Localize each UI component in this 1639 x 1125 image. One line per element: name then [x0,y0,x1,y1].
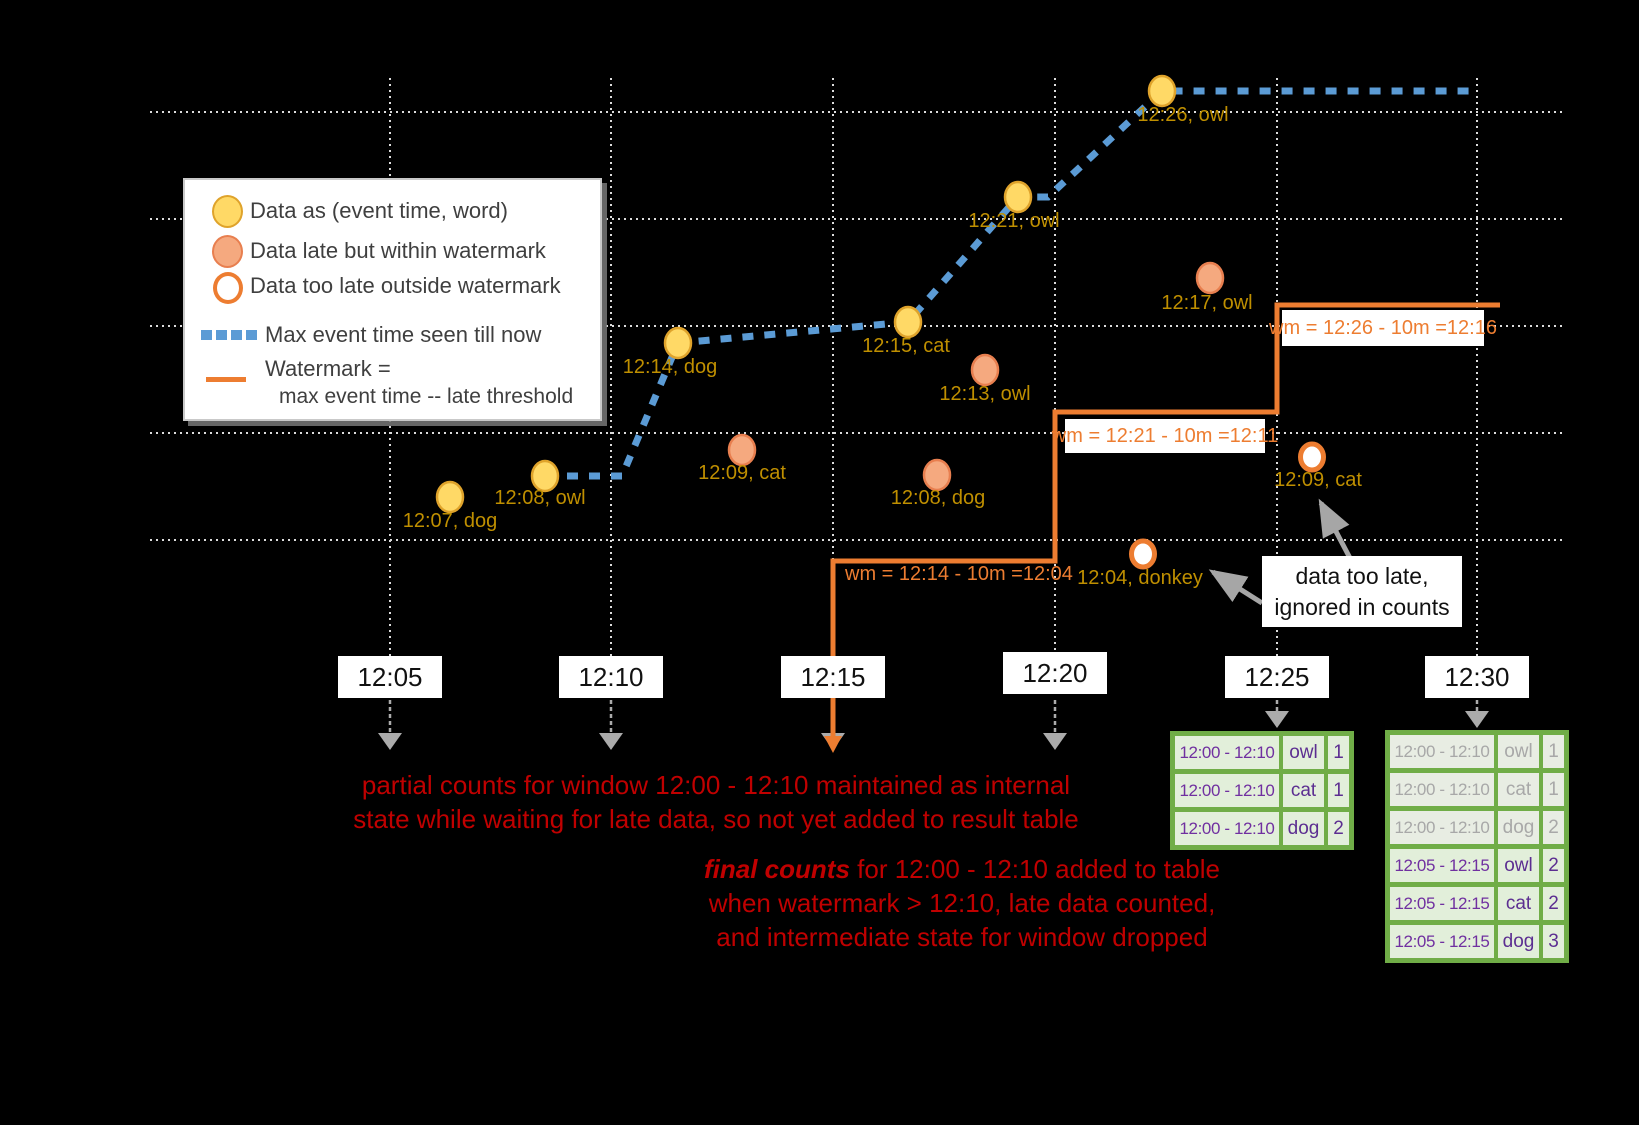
point-label: 12:15, cat [862,335,950,357]
window-cell: 12:05 - 12:15 [1390,925,1494,958]
table-row [1390,735,1564,768]
count-cell: 2 [1543,811,1564,844]
count-cell: 1 [1543,735,1564,768]
watermark-label-3: wm = 12:26 - 10m =12:16 [1282,310,1484,346]
point-label: 12:14, dog [622,356,718,378]
table-row [1175,812,1349,845]
legend-label-max-event: Max event time seen till now [265,322,542,347]
late-points [729,263,1223,490]
count-cell: 2 [1543,849,1564,882]
final-counts-emphasis: final counts [704,854,850,884]
legend-label-on-time: Data as (event time, word) [250,198,508,223]
watermark-line-icon [206,377,246,382]
point-12-13-owl-late [972,355,998,385]
too-late-callout-line-2: ignored in counts [1274,594,1450,620]
count-cell: 2 [1543,887,1564,920]
tick-12-10: 12:10 [559,656,663,698]
point-12-15-cat [895,307,921,337]
watermark-arrowhead-icon [824,736,842,753]
count-cell: 1 [1543,773,1564,806]
word-cell: cat [1498,887,1539,920]
watermark-label-1: wm = 12:14 - 10m =12:04 [845,563,1073,585]
count-cell: 2 [1328,812,1349,845]
point-label: 12:13, owl [939,383,1031,405]
too-late-point-icon [213,272,243,304]
on-time-point-icon [212,195,243,228]
count-cell: 1 [1328,736,1349,769]
point-12-09-cat-late [729,435,755,465]
point-12-08-dog-late [924,460,950,490]
max-event-line-icon [201,330,212,340]
partial-result-table [1170,731,1354,850]
final-counts-line-1-rest: for 12:00 - 12:10 added to table [849,854,1220,884]
window-cell: 12:00 - 12:10 [1390,773,1494,806]
point-label: 12:04, donkey [1077,567,1203,589]
max-event-line-icon [231,330,242,340]
final-counts-line-1 [704,852,1220,886]
window-cell: 12:00 - 12:10 [1390,811,1494,844]
max-event-line-icon [246,330,257,340]
point-12-17-owl-late [1197,263,1223,293]
word-cell: cat [1283,774,1324,807]
table-row [1175,774,1349,807]
max-event-line-icon [216,330,227,340]
count-cell: 1 [1328,774,1349,807]
table-row [1175,736,1349,769]
tick-12-05: 12:05 [338,656,442,698]
final-counts-note [704,852,1220,954]
point-label: 12:08, owl [494,487,586,509]
table-row [1390,849,1564,882]
point-label: 12:08, dog [890,487,986,509]
watermark-label-2: wm = 12:21 - 10m =12:11 [1065,419,1265,453]
legend-label-watermark: Watermark = [265,356,391,381]
count-cell: 3 [1543,925,1564,958]
point-12-07-dog [437,482,463,512]
point-12-09-cat-toolate [1301,444,1324,470]
partial-counts-line-2: state while waiting for late data, so not yet added to result table [353,804,1079,834]
word-cell: owl [1498,735,1539,768]
word-cell: dog [1498,811,1539,844]
tick-12-30: 12:30 [1425,656,1529,698]
table-row [1390,773,1564,806]
window-cell: 12:00 - 12:10 [1175,736,1279,769]
too-late-callout [1262,556,1462,627]
point-label: 12:17, owl [1161,292,1253,314]
final-result-table [1385,730,1569,963]
word-cell: owl [1283,736,1324,769]
too-late-points [1132,444,1324,567]
tick-12-25: 12:25 [1225,656,1329,698]
point-12-14-dog [665,328,691,358]
tick-12-15: 12:15 [781,656,885,698]
word-cell: dog [1498,925,1539,958]
word-cell: dog [1283,812,1324,845]
point-label: 12:09, cat [698,462,786,484]
window-cell: 12:00 - 12:10 [1175,774,1279,807]
too-late-callout-line-1: data too late, [1295,563,1429,589]
point-12-21-owl [1005,182,1031,212]
table-row [1390,925,1564,958]
point-label: 12:26, owl [1137,104,1229,126]
table-row [1390,887,1564,920]
watermark-line [824,305,1500,753]
final-counts-line-2: when watermark > 12:10, late data counted, [708,888,1216,918]
final-counts-line-3: and intermediate state for window dropped [716,922,1208,952]
window-cell: 12:05 - 12:15 [1390,887,1494,920]
word-cell: cat [1498,773,1539,806]
tick-12-20: 12:20 [1003,652,1107,694]
point-12-04-donkey-toolate [1132,541,1155,567]
word-cell: owl [1498,849,1539,882]
window-cell: 12:00 - 12:10 [1390,735,1494,768]
window-cell: 12:05 - 12:15 [1390,849,1494,882]
legend [183,178,602,421]
legend-label-watermark-2: max event time -- late threshold [279,385,574,408]
point-label: 12:21, owl [968,210,1060,232]
late-point-icon [212,235,243,268]
max-event-time-line [545,91,1477,476]
legend-label-too-late: Data too late outside watermark [250,273,561,298]
table-row [1390,811,1564,844]
legend-label-late: Data late but within watermark [250,238,546,263]
point-label: 12:07, dog [402,510,498,532]
point-12-26-owl [1149,76,1175,106]
partial-counts-line-1: partial counts for window 12:00 - 12:10 maintained as internal [361,770,1071,800]
window-cell: 12:00 - 12:10 [1175,812,1279,845]
point-label: 12:09, cat [1274,469,1362,491]
partial-counts-note [353,768,1079,836]
